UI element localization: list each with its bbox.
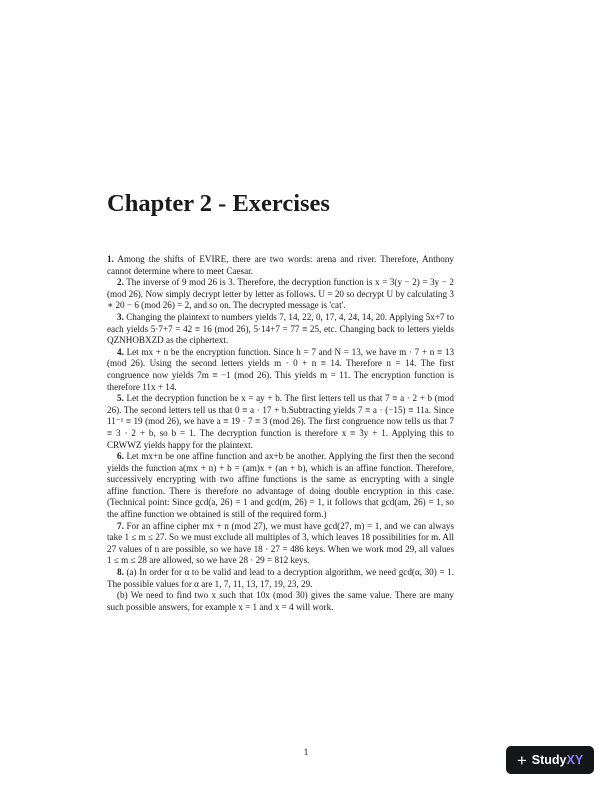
exercise-number: 1. bbox=[107, 254, 114, 264]
paragraph bbox=[107, 590, 454, 613]
paragraph bbox=[107, 277, 454, 312]
paragraph bbox=[107, 451, 454, 521]
paragraph bbox=[107, 347, 454, 393]
plus-icon: + bbox=[516, 750, 527, 770]
paragraph-text: (a) In order for α to be valid and lead to a decryption algorithm, we need gcd(α, 30) = 1. The possible values for α are 1, 7, 11, 13, 17, 19, 23, 29. bbox=[107, 567, 454, 589]
exercise-number: 3. bbox=[117, 311, 124, 322]
paragraph bbox=[107, 312, 454, 347]
paragraph bbox=[107, 254, 454, 277]
paragraph-text: Let the decryption function be x = ay + b. The first letters tell us that 7 ≡ a · 2 + b (mod 26). The second letters tell us that 0 ≡ a · 17 + b.Subtracting yields 7 ≡ a · (−15) ≡ 11a. Since 11⁻¹ ≡ 19 (mod 26), we have a ≡ 19 · 7 ≡ 3 (mod 26). The first congruence now tells us that 7 ≡ 3 · 2 + b, so b = 1. The decryption function is therefore x ≡ 3y + 1. Applying this to CRWWZ yields happy for the plaintext. bbox=[107, 393, 454, 450]
page-number: 1 bbox=[303, 748, 309, 758]
paragraph-text: Let mx + n be the encryption function. Since h = 7 and N = 13, we have m · 7 + n ≡ 13 (mod 26). Using the second letters yields m · 0 + n ≡ 14. Therefore n = 14. The first congruence now yields 7m ≡ −1 (mod 26). This yields m = 11. The encryption function is therefore 11x + 14. bbox=[107, 346, 455, 392]
paragraph bbox=[107, 567, 454, 590]
document-body bbox=[107, 254, 454, 613]
exercise-number: 7. bbox=[117, 520, 124, 531]
paragraph-text: Let mx+n be one affine function and ax+b be another. Applying the first then the second yields the function a(mx + n) + b = (am)x + (an + b), which is an affine function. Therefore, successively encrypting with two affine functions is the same as encrypting with a single affine function. There is therefore no advantage of doing double encryption in this case. (Technical point: Since gcd(a, 26) = 1 and gcd(m, 26) = 1, it follows that gcd(am, 26) = 1, so the affine function we obtained is still of the required form.) bbox=[107, 451, 454, 520]
exercise-number: 4. bbox=[117, 346, 124, 357]
paragraph-text: Among the shifts of EVIRE, there are two words: arena and river. Therefore, Anthony cannot determine where to meet Caesar. bbox=[107, 254, 454, 276]
studyxy-badge[interactable] bbox=[506, 746, 594, 774]
paragraph-text: (b) We need to find two x such that 10x (mod 30) gives the same value. There are many such possible answers, for example x = 1 and x = 4 will work. bbox=[107, 590, 454, 612]
page-title: Chapter 2 - Exercises bbox=[107, 190, 330, 217]
paragraph-text: Changing the plaintext to numbers yields 7, 14, 22, 0, 17, 4, 24, 14, 20. Applying 5x+7 to each yields 5·7+7 = 42 ≡ 16 (mod 26), 5·14+7 = 77 ≡ 25, etc. Changing back to letters yields QZNHOBXZD as the ciphertext. bbox=[107, 311, 455, 346]
exercise-number: 2. bbox=[117, 277, 124, 288]
paragraph bbox=[107, 521, 454, 567]
exercise-number: 8. bbox=[117, 567, 124, 578]
exercise-number: 6. bbox=[117, 451, 124, 462]
paragraph-text: The inverse of 9 mod 26 is 3. Therefore, the decryption function is x = 3(y − 2) = 3y − 2 (mod 26). Now simply decrypt letter by letter as follows. U = 20 so decrypt U by calculating 3 ∗ 20 − 6 (mod 26) = 2, and so on. The decrypted message is 'cat'. bbox=[107, 277, 454, 311]
exercise-number: 5. bbox=[117, 393, 124, 404]
brand-name: StudyXY bbox=[531, 753, 584, 767]
paragraph bbox=[107, 393, 454, 451]
paragraph-text: For an affine cipher mx + n (mod 27), we must have gcd(27, m) = 1, and we can always take 1 ≤ m ≤ 27. So we must exclude all multiples of 3, which leaves 18 possibilities for m. All 27 values of n are possible, so we have 18 · 27 = 486 keys. When we work mod 29, all values 1 ≤ m ≤ 28 are allowed, so we have 28 · 29 = 812 keys. bbox=[107, 520, 455, 566]
